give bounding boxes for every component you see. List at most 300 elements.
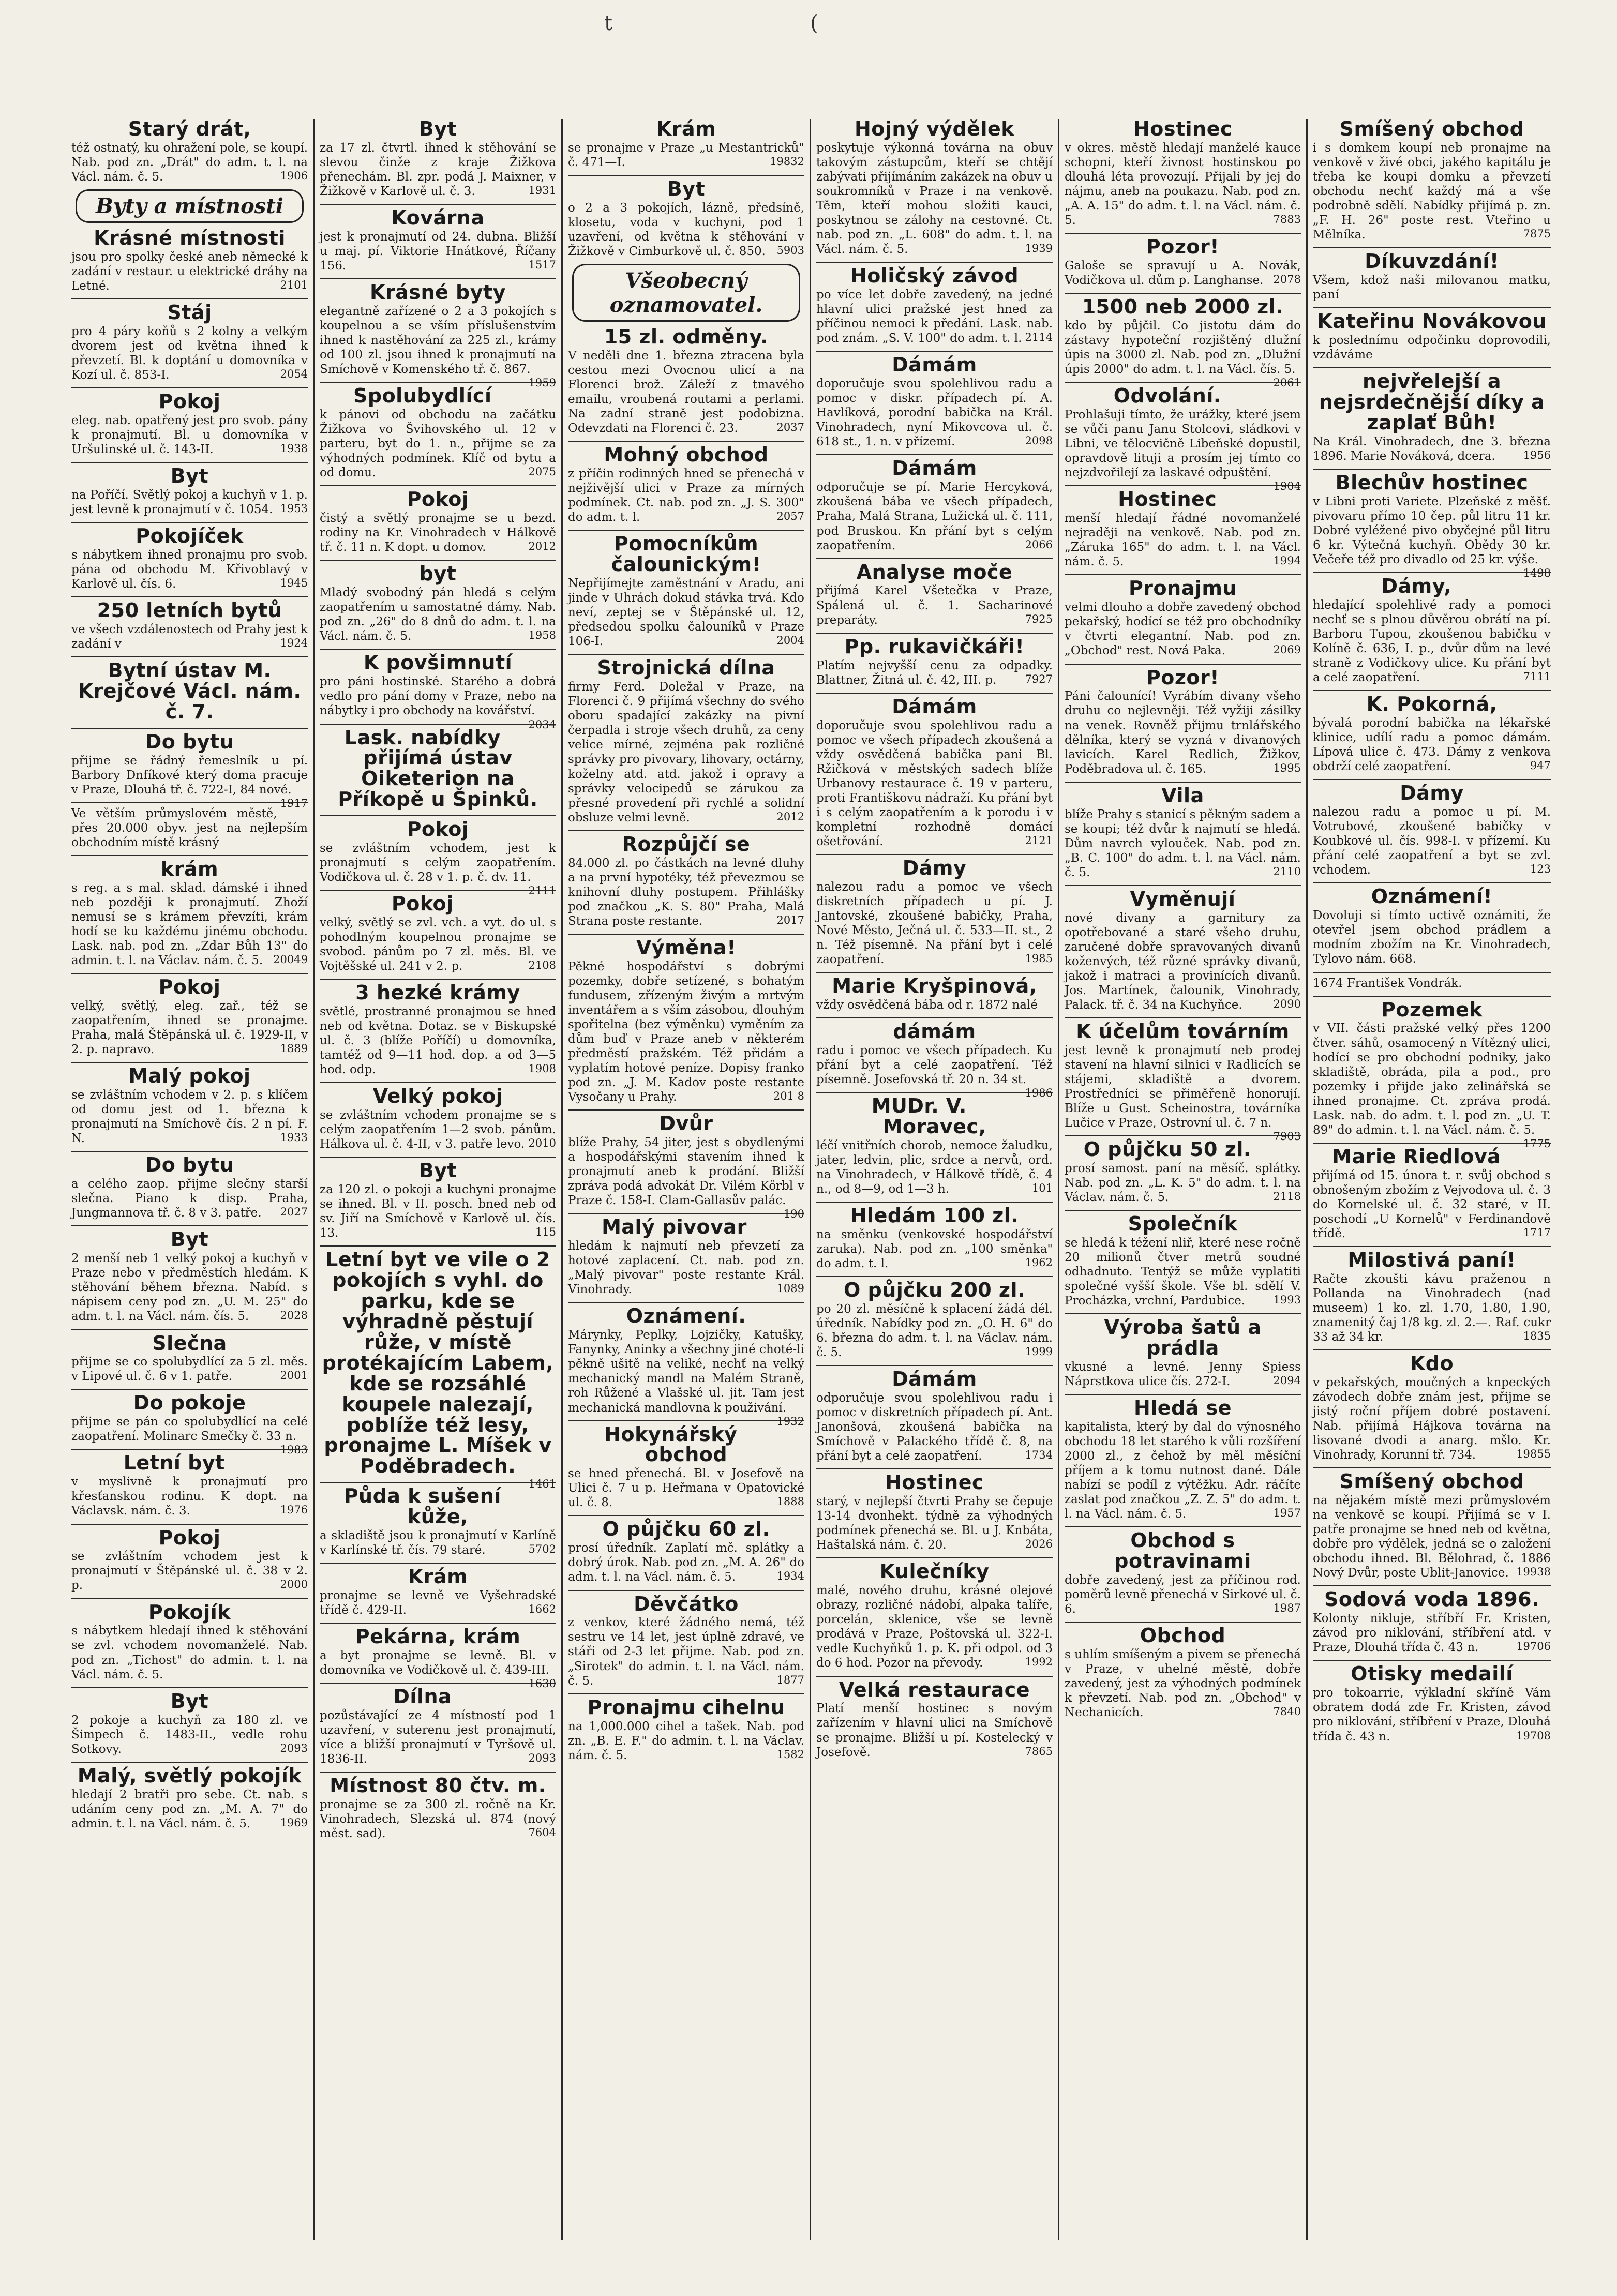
ad-text: na nějakém místě mezi průmyslovém na venkově se koupí. Přijímá se v I. patře pronajme se hned neb od května, dobře pro výdělek, jedná se o založení obchodu ihned. Bl. Bělohrad, č. 1886 Nový Dvůr, poste Ublit-Janovice. [1313, 1494, 1551, 1580]
ad-body [816, 1302, 1053, 1360]
ad-number: 947 [1530, 759, 1551, 772]
ad-number: 2114 [1025, 331, 1053, 344]
ad-text: menší hledají řádné novomanželé nejraději na venkově. Nab. pod zn. „Záruka 165" do adm. t. l. na Václ. nám. č. 5. [1065, 512, 1301, 569]
ad-number: 2010 [528, 1137, 556, 1150]
ad-text: Platí menší hostinec s novým zařízením v hlavní ulici na Smíchově se pronajme. Bližší u pí. Kostelecký v Josefově. [816, 1702, 1053, 1759]
ad-body [71, 1475, 308, 1518]
classified-ad [1065, 293, 1301, 389]
ad-heading: Holičský závod [850, 264, 1019, 288]
ad-heading: Byt [170, 464, 209, 488]
ad-text: Mladý svobodný pán hledá s celým zaopatřením u samostatné dámy. Nab. pod zn. „26" do 8 dnů do adm. t. l. na Václ. nám. č. 5. [320, 586, 556, 643]
ad-heading: Milostivá paní! [1348, 1248, 1516, 1271]
ad-body [568, 1239, 804, 1297]
ad-heading: Pekárna, krám [355, 1625, 521, 1648]
ad-number: 1994 [1273, 554, 1301, 567]
ad-number: 1953 [280, 502, 308, 515]
ad-number: 2000 [280, 1578, 308, 1591]
ad-number: 2026 [1025, 1538, 1053, 1551]
classified-ad [568, 327, 804, 436]
ad-body [71, 250, 308, 293]
ad-text: pro 4 páry koňů s 2 kolny a velkým dvorem jest od května ihned k převzetí. Bl. k doptání u domovníka v Kozí ul. č. 853-I. [71, 324, 308, 382]
ad-number: 2017 [776, 913, 804, 926]
ad-body [71, 754, 308, 809]
ad-text: pronajme se za 300 zl. ročně na Kr. Vinohradech, Slezská ul. 874 (nový měst. sad). [320, 1798, 556, 1841]
classified-ad [816, 1676, 1053, 1760]
ad-text: elegantně zařízené o 2 a 3 pokojích s koupelnou a se vším příslušenstvím ihned k nastěhování za 225 zl., krámy od 100 zl. jsou ihned k pronajmutí na Smíchově v Komenského tř. č. 867. [320, 305, 556, 377]
ad-body [1313, 1611, 1551, 1655]
ad-body [1313, 494, 1551, 580]
ad-body [1065, 1043, 1301, 1143]
classified-ad [1313, 779, 1551, 877]
ad-body [71, 806, 308, 850]
ad-heading: Krásné byty [370, 281, 506, 304]
classified-ad [1313, 1585, 1551, 1655]
column-4 [811, 119, 1059, 2240]
classified-ad [1313, 996, 1551, 1150]
classified-ad [71, 656, 308, 723]
ad-body [568, 680, 804, 824]
ad-body [71, 1355, 308, 1384]
ad-body [320, 408, 556, 480]
ad-number: 1993 [1273, 1294, 1301, 1307]
ad-number: 1969 [280, 1816, 308, 1829]
ad-number: 1934 [776, 1570, 804, 1583]
ad-body [816, 998, 1053, 1012]
classified-ad [1065, 574, 1301, 658]
ad-heading: Do pokoje [133, 1391, 246, 1415]
classified-ad [816, 1276, 1053, 1360]
ad-body [568, 201, 804, 259]
ad-body [320, 1182, 556, 1240]
ad-number: 1089 [776, 1282, 804, 1295]
ad-number: 2094 [1273, 1374, 1301, 1387]
ad-text: jsou pro spolky české aneb německé k zadání v restaur. u elektrické dráhy na Letné. [71, 250, 308, 293]
ad-number: 1945 [280, 577, 308, 590]
ad-number: 1717 [1523, 1226, 1551, 1239]
ad-text: V neděli dne 1. března ztracena byla cestou mezi Ovocnou ulicí a na Florenci brož. Záleží z tmavého emailu, vroubená routami a perlami. Na zadní straně jest podobizna. Odevzdati na Florenci č. 23. [568, 349, 804, 436]
classified-ad [71, 1762, 308, 1831]
ad-text: firmy Ferd. Doležal v Praze, na Florenci č. 9 přijímá všechny do svého oboru spadající zakázky na pivní čerpadla i stroje všech druhů, za ceny velice mírné, zejména pak rozličné správky pro pivovary, lihovary, octárny, koželny atd. atd. jakož i opravy a správky velocipedů se zárukou za přesné provedení při rychlé a solidní obsluze velmi levně. [568, 680, 804, 824]
ad-number: 1938 [280, 442, 308, 455]
ad-number: 20049 [273, 953, 308, 966]
ad-text: v myslivně k pronajmutí pro křesťanskou rodinu. K dopt. na Václavsk. nám. č. 3. [71, 1475, 308, 1518]
ad-text: přijme se řádný řemeslník u pí. Barbory Dnfíkové který doma pracuje v Praze, Dlouhá tř. č. 722-I, 84 nové. [71, 754, 308, 797]
ad-body [71, 548, 308, 591]
ad-text: se zvláštním vchodem jest k pronajmutí v Štěpánské ul. č. 38 v 2. p. [71, 1550, 308, 1593]
ad-heading: Hostinec [885, 1471, 984, 1494]
ad-text: v Libni proti Variete. Plzeňské z měšť. pivovaru přímo 10 čep. půl litru 11 kr. Dobré vyléžené pivo obyčejné půl litru 6 kr. Výtečná kuchyň. Obědy 30 kr. Večeře též pro divadlo od 25 kr. výše. [1313, 494, 1551, 567]
ad-number: 1924 [280, 637, 308, 650]
ad-text: jest levně k pronajmutí neb prodej stavení na hlavní silnici v Radlicích se stájemi, skladiště a dvorem. Prostředníci se přiměřeně honorují. Blíže u Gust. Scheinostra, továrníka Lučice v Praze, Ostrovní ul. č. 7 n. [1065, 1043, 1301, 1130]
ad-text: radu i pomoc ve všech případech. Ku přání byt a celé zaopatření. Též písemně. Josefovská tř. 20 n. 34 st. [816, 1043, 1053, 1087]
ad-heading: K povšimnutí [363, 651, 513, 674]
ad-text: prosí úředník. Zaplatí mč. splátky a dobrý úrok. Nab. pod zn. „M. A. 26" do adm. t. l. na Václ. nám. č. 5. [568, 1541, 804, 1584]
ad-number: 1889 [280, 1042, 308, 1055]
ad-heading: Dámám [892, 695, 977, 718]
ad-body [71, 999, 308, 1057]
ad-number: 2057 [776, 510, 804, 523]
classified-ad [320, 1482, 556, 1557]
ad-text: hledají 2 bratři pro sebe. Ct. nab. s udáním ceny pod zn. „M. A. 7" do admin. t. l. na Václ. nám. č. 5. [71, 1788, 308, 1830]
ad-text: hledající spolehlivé rady a pomoci nechť se s plnou důvěrou obrátí na pí. Barboru Tupou, zkoušenou babičku v Kolíně č. 636, I. p., dvůr dům na levé straně z Vodičkovy ulice. Ku přání byt a celé zaopatření. [1313, 598, 1551, 685]
section-banner: Všeobecný oznamovatel. [572, 264, 800, 322]
ad-body [1065, 1647, 1301, 1720]
ad-heading: dámám [893, 1020, 976, 1043]
classified-ad [568, 530, 804, 649]
classified-ad [568, 1213, 804, 1297]
ad-number: 7903 [1273, 1130, 1301, 1143]
classified-ad [320, 1563, 556, 1617]
ad-body [1313, 805, 1551, 877]
ad-body [320, 1004, 556, 1077]
ad-body [1065, 511, 1301, 569]
ad-heading: Do bytu [145, 1153, 234, 1177]
ad-body [1313, 1272, 1551, 1344]
ad-heading: Dámy, [1381, 575, 1452, 598]
ad-number: 1461 [528, 1478, 556, 1491]
ad-text: velký, světlý, eleg. zař., též se zaopatřením, ihned se pronajme. Praha, malá Štěpánská ul. č. 1929-II, v 2. p. napravo. [71, 999, 308, 1057]
ad-body [71, 488, 308, 517]
ad-body [320, 1797, 556, 1841]
ad-number: 1939 [1025, 242, 1053, 255]
ad-text: Na Král. Vinohradech, dne 3. března 1896. Marie Nováková, dcera. [1313, 434, 1551, 463]
ad-heading: Letní byt ve vile o 2 pokojích s vyhl. do parku, kde se výhradně pěstují růže, v místě protékajícím Labem, kde se rozsáhlé koupele nalezají, poblíže též lesy, pronajme L. Míšek v Poděbradech. [322, 1248, 554, 1478]
ad-body [320, 304, 556, 389]
ad-text: Márynky, Peplky, Lojzičky, Katušky, Fanynky, Aninky a všechny jiné choté-li pěkně ušitě na veliké, nechť na velký mechanický mandl na Malém Straně, roh Růžené a Vlašské ul. jit. Tam jest mechanická mandlovna k použivání. [568, 1328, 804, 1415]
ad-heading: Velký pokoj [372, 1085, 503, 1108]
classified-ad [320, 815, 556, 897]
ad-text: doporučuje svou spolehlivou radu a pomoc ve všech případech zkoušená a vždy osvědčená babička pani Bl. Ržičková v městských sadech blíže Urbanovy restaurace č. 19 v parteru, proti Františkovu nádraží. Ku přání byt i s celým zaopatřením a k porodu i v kompletní rozhodně domácí ošetřování. [816, 718, 1053, 848]
classified-ad [320, 1623, 556, 1690]
ad-heading: Analyse moče [856, 560, 1013, 583]
ad-number: 2075 [528, 466, 556, 478]
ad-body [1065, 408, 1301, 493]
ad-number: 1983 [280, 1444, 308, 1457]
ad-text: a celého zaop. přijme slečny starší slečna. Piano k disp. Praha, Jungmannova tř. č. 8 v 3. patře. [71, 1177, 308, 1220]
classified-ad [320, 278, 556, 389]
ad-heading: Marie Riedlová [1332, 1145, 1501, 1168]
classified-ad [568, 1693, 804, 1763]
ad-number: 2054 [280, 368, 308, 381]
ad-body [568, 1328, 804, 1428]
ad-number: 5702 [528, 1543, 556, 1556]
ad-number: 19855 [1516, 1448, 1551, 1461]
ad-number: 1931 [528, 184, 556, 197]
ad-body [1313, 716, 1551, 774]
classified-ad [1313, 1143, 1551, 1241]
ad-heading: Velká restaurace [839, 1678, 1030, 1701]
ad-text: na směnku (venkovské hospodářství zaruka). Nab. pod zn. „100 směnka" do adm. t. l. [816, 1227, 1053, 1271]
ad-body [1313, 273, 1551, 302]
ad-body [1065, 600, 1301, 658]
classified-ad [816, 1017, 1053, 1100]
ad-body [568, 856, 804, 928]
ad-heading: nejvřelejší a nejsrdečnější díky a zaplať Bůh! [1319, 370, 1545, 434]
ad-number: 1956 [1523, 448, 1551, 461]
ad-text: Všem, kdož naši milovanou matku, paní [1313, 274, 1551, 302]
ad-heading: Byt [418, 119, 457, 140]
classified-ad [71, 1524, 308, 1593]
classified-ad [568, 175, 804, 259]
classified-ad [71, 1151, 308, 1220]
ad-text: přijme se co spolubydlící za 5 zl. měs. v Lipové ul. č. 6 v 1. patře. [71, 1355, 308, 1384]
classified-ad [71, 855, 308, 968]
ad-body [320, 916, 556, 973]
ad-number: 2061 [1273, 377, 1301, 389]
classified-ad [1313, 307, 1551, 362]
ad-number: 2037 [776, 421, 804, 434]
classified-ad [320, 1082, 556, 1151]
classified-ad [1065, 885, 1301, 1012]
classified-ad [568, 119, 804, 170]
ad-text: na 1,000.000 cihel a tašek. Nab. pod zn. „B. E. F." do admin. t. l. na Václav. nám. č. 5. [568, 1719, 804, 1762]
ad-body [1065, 911, 1301, 1012]
ad-text: čistý a světlý pronajme se u bezd. rodiny na Kr. Vinohradech v Hálkově tř. č. 11 n. K dopt. u domov. [320, 512, 556, 554]
classified-ad [568, 1515, 804, 1584]
ad-heading: Pokoj [407, 818, 469, 841]
ad-text: Platím nejvyšší cenu za odpadky. Blattner, Žitná ul. č. 42, III. p. [816, 658, 1053, 687]
classified-ad [568, 441, 804, 524]
ad-body [816, 480, 1053, 552]
ad-body [816, 1227, 1053, 1271]
ad-text: kapitalista, který by dal do výnosného obchodu 18 let starého k vůli rozšíření 2000 zl., z čehož by měl měsíční příjem a k tomu nutnost dané. Dále nabízí se podíl z výtěžku. Adr. ráčíte zaslat pod značkou „Z. Z. 5" do adm. t. l. na Václ. nám. č. 5. [1065, 1420, 1301, 1521]
classified-ad [568, 1590, 804, 1688]
classified-ad [71, 298, 308, 382]
ad-heading: Starý drát, [128, 119, 251, 140]
ad-heading: 3 hezké krámy [355, 981, 520, 1004]
ad-body [568, 1541, 804, 1584]
ad-body [1065, 1236, 1301, 1308]
ad-heading: Kulečníky [879, 1560, 990, 1583]
column-2 [315, 119, 563, 2240]
ad-heading: MUDr. V. Moravec, [871, 1094, 986, 1138]
classified-ad [1065, 1210, 1301, 1308]
ad-text: se pronajme v Praze „u Mestantricků" č. 471—I. [568, 141, 804, 169]
ad-heading: Blechův hostinec [1335, 471, 1529, 494]
ad-text: bývalá porodní babička na lékařské klinice, udílí radu a pomoc dámám. Lípová ulice č. 473. Dámy z venkova obdrží celé zaopatření. [1313, 716, 1551, 774]
ad-number: 5903 [776, 244, 804, 257]
ad-number: 2001 [280, 1369, 308, 1382]
ad-text: k pánovi od obchodu na začátku Žižkova vo Švihovského ul. 12 v parteru, byt do 1. n., přijme se za výhodných podmínek. Klíč od bytu a od domu. [320, 408, 556, 480]
ad-heading: O půjčku 200 zl. [843, 1279, 1026, 1302]
ad-number: 1995 [1273, 761, 1301, 774]
ad-heading: Mohný obchod [604, 443, 769, 467]
ad-heading: Výměna! [636, 936, 737, 959]
ad-heading: Krásné místnosti [94, 227, 286, 250]
ad-body [568, 1135, 804, 1221]
ad-heading: Pokoj [391, 892, 454, 916]
ad-number: 1630 [528, 1677, 556, 1690]
ad-text: Kolonty nikluje, stříbří Fr. Kristen, závod pro niklování, stříbření atd. v Praze, Dlouhá třída č. 43 n. [1313, 1612, 1551, 1655]
ad-body [320, 1528, 556, 1557]
ad-text: Račte zkoušti kávu praženou n Pollanda na Vinohradech (nad museem) 1 ko. zl. 1.70, 1.80, 1.90, znamenitý čaj 1/8 kg. zl. 2.—. Raf. cukr 33 až 34 kr. [1313, 1272, 1551, 1344]
ad-text: v okres. městě hledají manželé kauce schopni, kteří živnost hostinskou po dlouhá léta provozují. Přijali by jej do nájmu, aneb na poukazu. Nab. pod zn. „A. A. 15" do adm. t. l. na Václ. nám. č. 5. [1065, 141, 1301, 228]
ad-text: přijímá od 15. února t. r. svůj obchod s obnošeným zbožím z Vejvodova ul. č. 3 do Kornelské ul. č. 32 staré, v II. poschodí „U Kornelů" v Ferdinandově třídě. [1313, 1168, 1551, 1240]
ad-text: blíže Prahy, 54 jiter, jest s obydlenými a hospodářskými stavením ihned k pronajmutí aneb k prodání. Bližší zpráva podá advokát Dr. Vilém Körbl v Praze č. 158-I. Clam-Gallasův palác. [568, 1136, 804, 1208]
ad-body [71, 881, 308, 968]
ad-body [1065, 689, 1301, 776]
ad-body [1313, 598, 1551, 685]
ad-heading: Dámám [892, 353, 977, 377]
classified-ad [816, 972, 1053, 1012]
ad-body [71, 1088, 308, 1146]
ad-body [816, 880, 1053, 967]
classified-ad [816, 854, 1053, 967]
ad-heading: K. Pokorná, [1366, 693, 1498, 716]
ad-text: dobře zavedený, jest za příčinou rod. poměrů levně přenechá v Sirkové ul. č. 6. [1065, 1573, 1301, 1616]
ad-number: 2012 [528, 540, 556, 553]
ad-heading: Do bytu [145, 730, 234, 753]
ad-number: 1908 [528, 1062, 556, 1075]
ad-body [1065, 1420, 1301, 1521]
classified-ad [816, 119, 1053, 257]
ad-text: Nepřijímejte zaměstnání v Aradu, ani jinde v Uhrách dokud stávka trvá. Kdo neví, zeptej se v Štěpánské ul. 12, předsedou spolku čalouníků v Praze 106-I. [568, 577, 804, 649]
printer-mark-right: ( [810, 11, 818, 35]
ad-number: 7111 [1523, 670, 1551, 683]
ad-body [1313, 1021, 1551, 1150]
classified-ad [816, 1365, 1053, 1463]
classified-ad [1065, 1017, 1301, 1143]
ad-heading: Letní byt [123, 1451, 225, 1475]
ad-text: pro tokoarrie, výkladní skříně Vám obratem dodá zde Fr. Kristen, závod pro niklování, stříbření v Praze, Dlouhá třída č. 43 n. [1313, 1686, 1551, 1744]
ad-body [320, 1708, 556, 1766]
ad-body [320, 841, 556, 897]
classified-ad [568, 1420, 804, 1510]
ad-heading: Pozor! [1146, 235, 1220, 259]
ad-number: 1917 [280, 797, 308, 809]
classified-ad [71, 596, 308, 651]
ad-number: 2111 [528, 884, 556, 897]
classified-ad [568, 1302, 804, 1428]
ad-body [816, 377, 1053, 449]
ad-number: 2028 [280, 1309, 308, 1322]
ad-body [1313, 1493, 1551, 1580]
ad-text: Páni čalounící! Vyrábím divany všeho druhu co nejlevněji. Též vyžiji zásilky na venek. Rovněž přijmu trnlářského dělníka, který se vyzná v divanových lavicích. Karel Redlich, Žižkov, Poděbradova ul. č. 165. [1065, 689, 1301, 776]
ad-body [1313, 976, 1551, 991]
ad-body [320, 1648, 556, 1690]
ad-body [816, 583, 1053, 627]
classified-ad [71, 1598, 308, 1682]
ad-text: po více let dobře zavedený, na jedné hlavní ulici pražské jest hned za příčinou nemoci k předání. Lask. nab. pod znám. „S. V. 100" do adm. t. l. [816, 288, 1053, 346]
ad-heading: Strojnická dílna [597, 656, 775, 680]
ad-body [71, 413, 308, 457]
ad-heading: Pokoj [158, 976, 221, 999]
ad-number: 1986 [1025, 1087, 1053, 1100]
ad-body [71, 622, 308, 651]
ad-body [816, 288, 1053, 346]
classified-ad [1313, 1467, 1551, 1580]
ad-text: na Poříčí. Světlý pokoj a kuchyň v 1. p. jest levně k pronajmutí v č. 1054. [71, 488, 308, 517]
ad-number: 2093 [528, 1752, 556, 1765]
classified-columns [66, 119, 1556, 2240]
ad-body [320, 511, 556, 554]
ad-heading: Malý pokoj [128, 1064, 251, 1088]
ad-text: blíže Prahy s stanicí s pěkným sadem a se koupi; též dvůr k najmutí se hledá. Dům navrch vylouček. Nab. pod zn. „B. C. 100" do adm. t. l. na Václ. nám. č. 5. [1065, 807, 1301, 879]
classified-ad [320, 204, 556, 273]
ad-number: 2066 [1025, 538, 1053, 551]
ad-text: nalezou radu a pomoc ve všech diskretních případech u pí. J. Jantovské, zkoušené babičky, Praha, Nové Město, Ječná ul. č. 533—II. st., 2 n. Též písemně. Na přání byt i celé zaopatření. [816, 880, 1053, 967]
ad-heading: Dvůr [659, 1112, 713, 1135]
ad-number: 1734 [1025, 1449, 1053, 1462]
ad-body [568, 141, 804, 170]
ad-number: 1835 [1523, 1330, 1551, 1343]
ad-text: k poslednímu odpočinku doprovodili, vzdáváme [1313, 334, 1551, 362]
classified-ad [816, 1468, 1053, 1552]
ad-heading: 1500 neb 2000 zl. [1082, 295, 1284, 319]
ad-body [320, 1108, 556, 1151]
classified-ad [71, 1389, 308, 1457]
ad-number: 2090 [1273, 997, 1301, 1010]
classified-ad [1065, 1622, 1301, 1720]
ad-text: se zvláštním vchodem pronajme se s celým zaopatřením 1—2 svob. pánům. Hálkova ul. č. 4-II, v 3. patře levo. [320, 1108, 556, 1151]
ad-heading: Děvčátko [634, 1592, 739, 1615]
classified-ad [816, 262, 1053, 346]
classified-ad [1065, 119, 1301, 228]
ad-number: 1932 [776, 1415, 804, 1428]
ad-body [1065, 1573, 1301, 1616]
ad-text: 84.000 zl. po částkách na levné dluhy a na první hypotéky, též převezmou se knihovní dluhy postupem. Přihlášky pod značkou „K. S. 80" Praha, Malá Strana poste restante. [568, 856, 804, 928]
ad-number: 2108 [528, 959, 556, 972]
classified-ad [71, 973, 308, 1057]
ad-body [568, 1615, 804, 1688]
classified-ad [320, 1157, 556, 1240]
ad-number: 7865 [1025, 1745, 1053, 1758]
ad-body [71, 1549, 308, 1593]
ad-heading: Hledám 100 zl. [850, 1204, 1019, 1227]
ad-number: 7883 [1273, 213, 1301, 226]
classified-ad [71, 1687, 308, 1757]
ad-heading: Hledá se [1133, 1397, 1232, 1420]
classified-ad [1065, 1313, 1301, 1389]
ad-heading: Pp. rukavičkáři! [844, 635, 1025, 658]
ad-body [71, 141, 308, 184]
ad-text: malé, nového druhu, krásné olejové obrazy, rozličné nádobí, alpaka talíře, porcelán, sklenice, vše se levně prodává v Praze, Poštovská ul. 322-I. vedle Kuchyňků 1. p. K. při odpol. od 3 do 6 hod. Pozor na převody. [816, 1584, 1053, 1670]
ad-body [816, 1391, 1053, 1463]
ad-number: 1877 [776, 1673, 804, 1686]
ad-number: 1775 [1523, 1137, 1551, 1150]
ad-heading: Společník [1128, 1212, 1238, 1236]
ad-body [1065, 259, 1301, 288]
ad-heading: Dámám [892, 457, 977, 480]
classified-ad [1313, 119, 1551, 242]
ad-heading: Pronajmu [1128, 577, 1237, 600]
ad-text: hledám k najmutí neb převzetí za hotové zaplacení. Ct. nab. pod zn. „Malý pivovar" poste restante Král. Vinohrady. [568, 1239, 804, 1297]
classified-ad [1065, 782, 1301, 880]
ad-body [320, 586, 556, 643]
classified-ad [1313, 247, 1551, 302]
ad-heading: Byt [170, 1689, 209, 1713]
ad-body [320, 141, 556, 199]
classified-ad [71, 119, 308, 184]
ad-heading: Lask. nabídky přijímá ústav Oiketerion na Příkopě u Špinků. [338, 726, 538, 811]
ad-number: 7875 [1523, 228, 1551, 241]
ad-body [1313, 1686, 1551, 1744]
ad-text: 1674 František Vondrák. [1313, 976, 1462, 990]
ad-heading: Byt [667, 177, 706, 200]
ad-number: 2110 [1273, 865, 1301, 878]
ad-text: světlé, prostranné pronajmou se hned neb od května. Dotaz. se v Biskupské ul. č. 3 (blíže Poříčí) u domovníka, tamtéž od 9—11 hod. dop. a od 3—5 hod. odp. [320, 1005, 556, 1077]
ad-heading: Díkuvzdání! [1365, 250, 1499, 273]
ad-text: po 20 zl. měsíčně k splacení žádá dél. úředník. Nabídky pod zn. „O. H. 6" do 6. března do adm. t. l. na Václav. nám. č. 5. [816, 1302, 1053, 1360]
classified-ad [1065, 1394, 1301, 1521]
ad-number: 2078 [1273, 273, 1301, 286]
ad-body [71, 1177, 308, 1220]
ad-body [1065, 1360, 1301, 1389]
ad-text: 2 menší neb 1 velký pokoj a kuchyň v Praze nebo v předměstích hledám. K stěhování během března. Nabíd. s nápisem ceny pod zn. „U. M. 25" do adm. t. l. na Václ. nám. čís. 5. [71, 1252, 308, 1324]
classified-ad [1065, 233, 1301, 288]
classified-ad [1065, 485, 1301, 569]
ad-heading: Slečna [152, 1331, 227, 1355]
